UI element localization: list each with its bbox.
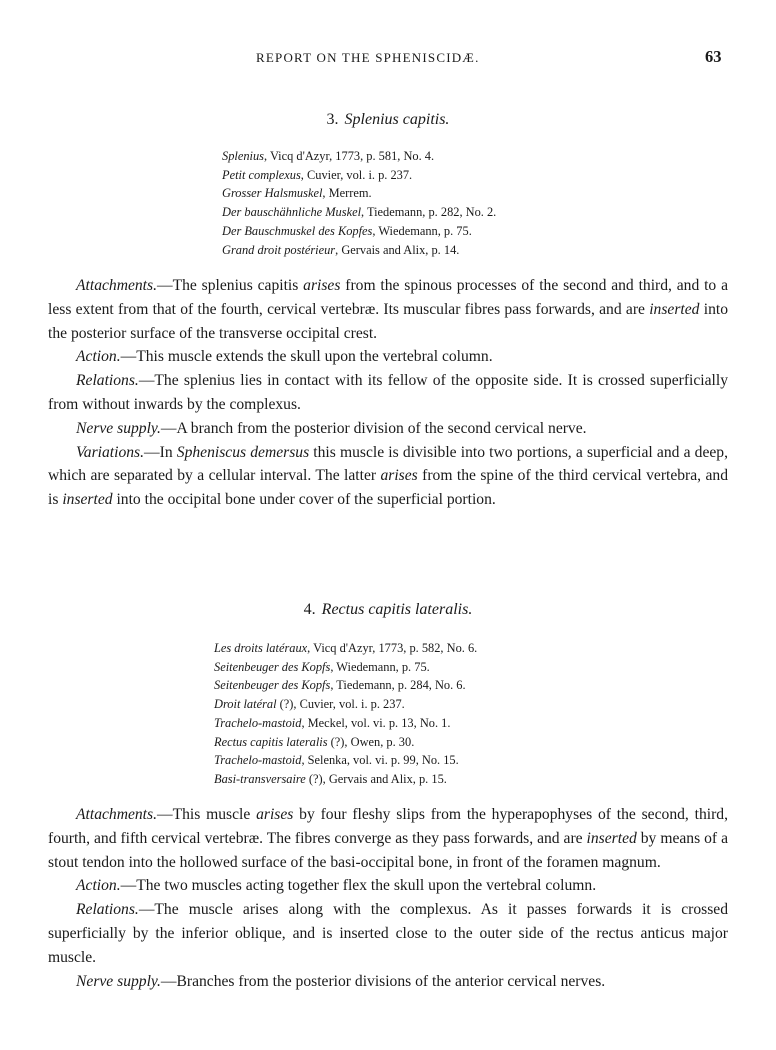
paragraph-variations: Variations.—In Spheniscus demersus this muscle is divisible into two portions, a superficial and a deep, which are separated by a cellular interval. The latter arises from the spine of the third cervical vertebra, and is inserted into the occipital bone under cover of the superficial portion. bbox=[48, 443, 728, 509]
synonym-entry bbox=[214, 751, 477, 770]
synonym-name: Les droits latéraux bbox=[214, 641, 308, 655]
synonym-reference: , Wiedemann, p. 75. bbox=[330, 659, 430, 674]
section-heading-splenius bbox=[0, 111, 776, 129]
synonym-entry bbox=[222, 203, 496, 222]
running-title: REPORT ON THE SPHENISCIDÆ. bbox=[256, 50, 480, 65]
paragraph-action: Action.—This muscle extends the skull upon the vertebral column. bbox=[76, 348, 493, 366]
synonym-name: Trachelo-mastoid bbox=[214, 715, 302, 730]
paragraph-attachments: Attachments.—This muscle arises by four fleshy slips from the hyperapophyses of the second, third, fourth, and fifth cervical vertebræ. The fibres converge as they pass forwards, and are inserted by means of a stout tendon into the hollowed surface of the basi-occipital bone, in front of the foramen magnum. bbox=[48, 806, 728, 871]
section-number: 3. bbox=[326, 111, 339, 128]
synonym-entry bbox=[214, 770, 477, 789]
synonym-reference: , Tiedemann, p. 282, No. 2. bbox=[361, 205, 497, 220]
synonym-list bbox=[222, 147, 496, 259]
synonym-name: Petit complexus bbox=[222, 167, 301, 182]
synonym-name: Grand droit postérieur bbox=[222, 242, 336, 257]
body-text-rectus bbox=[48, 803, 728, 993]
synonym-name: Der bauschähnliche Muskel bbox=[222, 205, 362, 220]
paragraph-nerve-supply: Nerve supply.—Branches from the posterior divisions of the anterior cervical nerves. bbox=[76, 972, 606, 990]
synonym-reference: , Gervais and Alix, p. 14. bbox=[335, 242, 460, 257]
paragraph-action: Action.—The two muscles acting together flex the skull upon the vertebral column. bbox=[76, 877, 597, 895]
section-heading-rectus bbox=[0, 601, 776, 619]
synonym-name: Seitenbeuger des Kopfs bbox=[214, 659, 331, 674]
section-number: 4. bbox=[303, 601, 316, 618]
synonym-name: Droit latéral bbox=[214, 697, 277, 712]
synonym-entry bbox=[222, 222, 496, 241]
synonym-reference: , Wiedemann, p. 75. bbox=[372, 223, 472, 238]
synonym-entry bbox=[214, 658, 477, 677]
paragraph-nerve-supply: Nerve supply.—A branch from the posterior division of the second cervical nerve. bbox=[76, 419, 587, 437]
synonym-reference: , Vicq d'Azyr, 1773, p. 582, No. 6. bbox=[307, 641, 478, 655]
synonym-reference: , Meckel, vol. vi. p. 13, No. 1. bbox=[301, 715, 451, 730]
paragraph-attachments: Attachments.—The splenius capitis arises from the spinous processes of the second and third, and to a less extent from that of the fourth, cervical vertebræ. Its muscular fibres pass forwards, and are inserted into the posterior surface of the transverse occipital crest. bbox=[48, 277, 728, 342]
synonym-name: Grosser Halsmuskel bbox=[222, 186, 323, 201]
synonym-reference: (?), Owen, p. 30. bbox=[327, 734, 415, 749]
synonym-name: Der Bauschmuskel des Kopfes bbox=[222, 223, 373, 238]
synonym-entry bbox=[222, 241, 496, 260]
synonym-entry bbox=[214, 733, 477, 752]
page-number: 63 bbox=[705, 47, 722, 66]
paragraph-relations: Relations.—The muscle arises along with the complexus. As it passes forwards it is crossed superficially by the inferior oblique, and is inserted close to the outer side of the rectus anticus major muscle. bbox=[48, 901, 728, 966]
synonym-reference: (?), Cuvier, vol. i. p. 237. bbox=[276, 697, 405, 712]
synonym-name: Basi-transversaire bbox=[214, 771, 306, 786]
synonym-name: Seitenbeuger des Kopfs bbox=[214, 678, 331, 693]
synonym-reference: (?), Gervais and Alix, p. 15. bbox=[305, 771, 447, 786]
synonym-reference: , Tiedemann, p. 284, No. 6. bbox=[330, 678, 466, 693]
paragraph-relations: Relations.—The splenius lies in contact with its fellow of the opposite side. It is crossed superficially from without inwards by the complexus. bbox=[48, 372, 728, 413]
synonym-entry bbox=[214, 676, 477, 695]
synonym-entry bbox=[214, 714, 477, 733]
synonym-entry bbox=[222, 184, 496, 203]
synonym-reference: , Vicq d'Azyr, 1773, p. 581, No. 4. bbox=[264, 149, 435, 163]
section-title: Rectus capitis lateralis. bbox=[321, 601, 473, 618]
synonym-name: Rectus capitis lateralis bbox=[214, 734, 328, 749]
body-text-splenius bbox=[48, 274, 728, 512]
section-title: Splenius capitis. bbox=[344, 111, 450, 128]
running-head bbox=[0, 47, 776, 70]
synonym-name: Splenius bbox=[222, 149, 264, 163]
synonym-list bbox=[214, 639, 477, 789]
synonym-entry bbox=[214, 695, 477, 714]
synonym-entry bbox=[214, 639, 477, 658]
synonym-reference: , Selenka, vol. vi. p. 99, No. 15. bbox=[301, 753, 459, 768]
synonym-entry bbox=[222, 147, 496, 166]
synonym-name: Trachelo-mastoid bbox=[214, 753, 302, 768]
synonym-entry bbox=[222, 166, 496, 185]
synonym-reference: , Cuvier, vol. i. p. 237. bbox=[300, 167, 413, 182]
synonym-reference: , Merrem. bbox=[322, 186, 372, 201]
